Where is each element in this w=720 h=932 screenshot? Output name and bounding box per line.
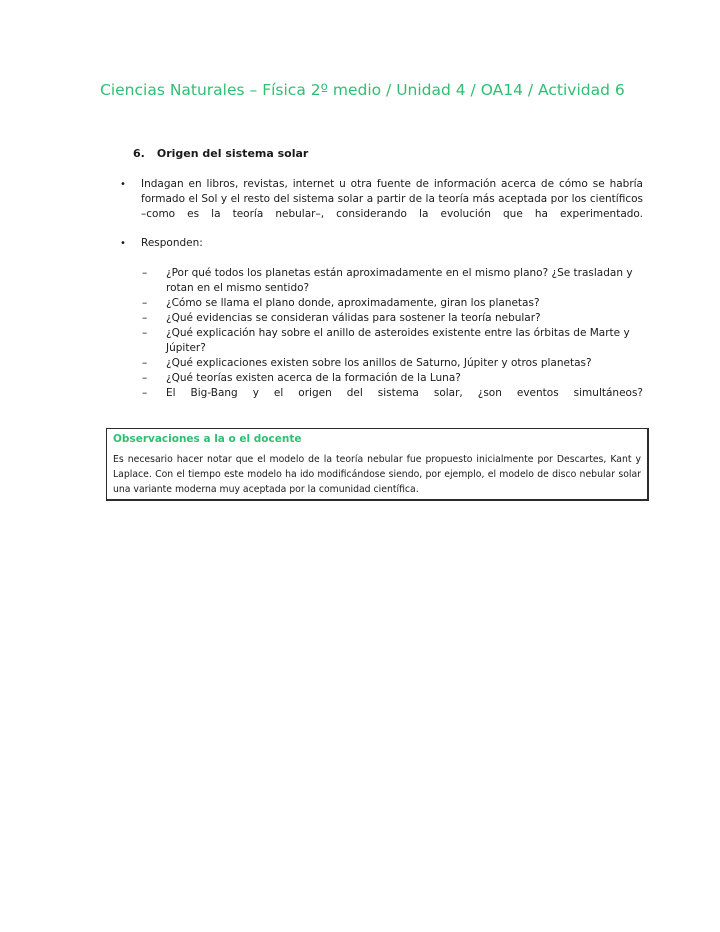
question-text: ¿Qué explicaciones existen sobre los anillos de Saturno, Júpiter y otros planetas? [166, 357, 592, 369]
page-header-title: Ciencias Naturales – Física 2º medio / Unidad 4 / OA14 / Actividad 6 [100, 81, 625, 99]
question-item [142, 326, 643, 356]
question-item [142, 296, 643, 311]
bullet-text: Responden: [141, 237, 203, 249]
question-item [142, 356, 643, 371]
question-item [142, 266, 643, 296]
teacher-observations-box [106, 428, 649, 501]
dash-icon: – [142, 387, 148, 399]
bullet-dot-icon: • [120, 179, 126, 190]
section-heading [133, 147, 308, 160]
section-title: Origen del sistema solar [156, 147, 309, 160]
bullet-item-responden [120, 236, 643, 251]
questions-list [142, 266, 643, 401]
question-text: ¿Qué explicación hay sobre el anillo de asteroides existente entre las órbitas de Marte y Júpiter? [166, 327, 630, 354]
question-text: ¿Por qué todos los planetas están aproximadamente en el mismo plano? ¿Se trasladan y rotan en el mismo sentido? [166, 267, 633, 294]
observations-title: Observaciones a la o el docente [113, 433, 302, 445]
dash-icon: – [142, 357, 148, 369]
bullet-text: Indagan en libros, revistas, internet u otra fuente de información acerca de cómo se habría formado el Sol y el resto del sistema solar a partir de la teoría más aceptada por los científicos –como es la teoría nebular–, considerando la evolución que ha experimentado. [141, 178, 643, 220]
question-item [142, 311, 643, 326]
question-item [142, 386, 643, 401]
section-number: 6. [133, 147, 145, 160]
question-text: ¿Qué teorías existen acerca de la formación de la Luna? [166, 372, 461, 384]
question-item [142, 371, 643, 386]
bullet-item-indagan [120, 177, 643, 222]
question-text: ¿Qué evidencias se consideran válidas para sostener la teoría nebular? [166, 312, 541, 324]
dash-icon: – [142, 267, 148, 279]
question-text: El Big-Bang y el origen del sistema solar, ¿son eventos simultáneos? [166, 387, 643, 399]
bullet-dot-icon: • [120, 238, 126, 249]
dash-icon: – [142, 372, 148, 384]
dash-icon: – [142, 327, 148, 339]
dash-icon: – [142, 312, 148, 324]
question-text: ¿Cómo se llama el plano donde, aproximadamente, giran los planetas? [166, 297, 540, 309]
dash-icon: – [142, 297, 148, 309]
observations-body: Es necesario hacer notar que el modelo de la teoría nebular fue propuesto inicialmente por Descartes, Kant y Laplace. Con el tiempo este modelo ha ido modificándose siendo, por ejemplo, el modelo de disco nebular solar una variante moderna muy aceptada por la comunidad científica. [113, 454, 641, 495]
